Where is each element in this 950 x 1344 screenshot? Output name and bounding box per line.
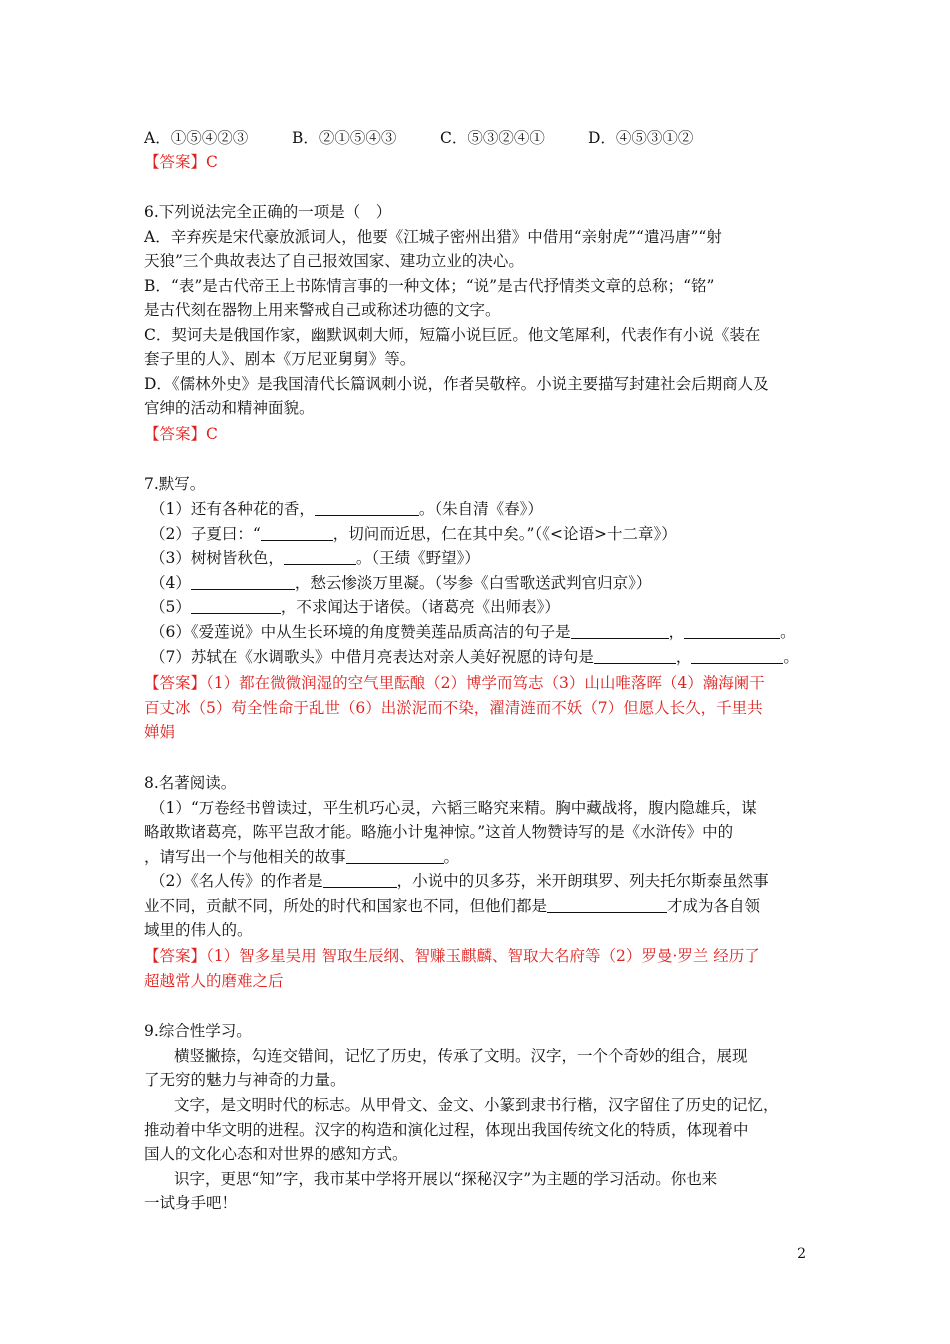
q6-answer <box>144 422 218 446</box>
q7-item-5-text: （5） <box>150 598 191 616</box>
q8-part1-prompt: ，请写出一个与他相关的故事 <box>144 848 346 866</box>
q5-answer <box>144 150 218 174</box>
answer-tag: 【答案】 <box>144 674 207 692</box>
period: 。 <box>783 648 799 666</box>
q7-item-3-text: （3）树树皆秋色， <box>150 549 284 567</box>
q7-item-2-source: ，切问而近思，仁在其中矣。”（《<论语>十二章》） <box>332 525 677 543</box>
comma: ， <box>675 648 692 666</box>
q6-line: 官绅的活动和精神面貌。 <box>144 399 315 417</box>
q9-paragraph: 推动着中华文明的进程。汉字的构造和演化过程，体现出我国传统文化的特质，体现着中 <box>144 1121 749 1139</box>
q7-item-4-source: ，愁云惨淡万里凝。（岑参《白雪歌送武判官归京》） <box>294 574 652 592</box>
q8-part1-line: （1）“万卷经书曾读过，平生机巧心灵，六韬三略究来精。胸中藏战将，腹内隐雄兵，谋 <box>150 799 757 817</box>
q5-option-d: D．④⑤③①② <box>588 129 694 147</box>
q8-part1-line: 略敢欺诸葛亮，陈平岂敌才能。略施小计鬼神惊。”这首人物赞诗写的是《水浒传》中的 <box>144 823 734 841</box>
q5-option-a: A．①⑤④②③ <box>144 129 249 147</box>
q5-options <box>144 126 693 150</box>
fill-blank <box>191 573 295 590</box>
q7-item-6-text: （6）《爱莲说》中从生长环境的角度赞美莲品质高洁的句子是 <box>150 623 571 641</box>
q7-answer <box>144 671 765 695</box>
fill-blank <box>346 847 444 864</box>
period: 。 <box>780 623 796 641</box>
fill-blank <box>684 622 780 639</box>
q7-item-4 <box>150 571 651 595</box>
q7-item-1 <box>150 497 543 521</box>
q9-paragraph: 一试身手吧！ <box>144 1194 238 1212</box>
answer-tag: 【答案】 <box>144 947 207 965</box>
q9-stem: 9.综合性学习。 <box>144 1022 252 1040</box>
fill-blank <box>547 896 667 913</box>
q8-part2-line <box>150 869 769 893</box>
q7-item-2 <box>150 522 677 546</box>
q6-line: 套子里的人》、剧本《万尼亚舅舅》等。 <box>144 350 416 368</box>
q7-item-7-text: （7）苏轼在《水调歌头》中借月亮表达对亲人美好祝愿的诗句是 <box>150 648 594 666</box>
fill-blank <box>261 524 333 541</box>
q8-answer-text: （1）智多星吴用 智取生辰纲、智赚玉麒麟、智取大名府等（2）罗曼·罗兰 经历了 <box>206 947 760 965</box>
fill-blank <box>571 622 669 639</box>
fill-blank <box>594 647 676 664</box>
q9-paragraph: 识字，更思“知”字，我市某中学将开展以“探秘汉字”为主题的学习活动。你也来 <box>174 1170 718 1188</box>
q9-paragraph: 横竖撇捺，勾连交错间，记忆了历史，传承了文明。汉字，一个个奇妙的组合，展现 <box>174 1047 748 1065</box>
q8-part2-text: 才成为各自领 <box>667 897 761 915</box>
fill-blank <box>284 548 356 565</box>
q7-stem: 7.默写。 <box>144 475 206 493</box>
q7-item-6 <box>150 620 796 644</box>
period: 。 <box>443 848 460 866</box>
q6-line: A．辛弃疾是宋代豪放派词人，他要《江城子密州出猎》中借用“亲射虎”“遣冯唐”“射 <box>144 228 722 246</box>
q8-stem: 8.名著阅读。 <box>144 774 237 792</box>
q7-item-7 <box>150 645 799 669</box>
q7-item-3 <box>150 546 480 570</box>
q6-line: B．“表”是古代帝王上书陈情言事的一种文体；“说”是古代抒情类文章的总称；“铭” <box>144 277 715 295</box>
q7-item-1-source: 。（朱自清《春》） <box>418 500 543 518</box>
q9-paragraph: 了无穷的魅力与神奇的力量。 <box>144 1071 346 1089</box>
q7-item-5 <box>150 595 560 619</box>
q8-answer-line: 超越常人的磨难之后 <box>144 972 284 990</box>
q7-item-4-text: （4） <box>150 574 191 592</box>
q7-item-2-text: （2）子夏曰：“ <box>150 525 261 543</box>
fill-blank <box>191 597 281 614</box>
comma: ， <box>668 623 685 641</box>
fill-blank <box>323 871 397 888</box>
q6-stem: 6.下列说法完全正确的一项是（ ） <box>144 203 392 221</box>
q7-answer-line: 婵娟 <box>144 723 176 741</box>
q5-option-b: B．②①⑤④③ <box>292 129 397 147</box>
q6-line: 是古代刻在器物上用来警戒自己或称述功德的文字。 <box>144 301 501 319</box>
page-number: 2 <box>797 1246 806 1262</box>
q8-answer <box>144 944 760 968</box>
q7-item-3-source: 。（王绩《野望》） <box>355 549 480 567</box>
q6-answer-value: C <box>206 425 218 443</box>
q8-part2-line: 域里的伟人的。 <box>144 921 253 939</box>
answer-tag: 【答案】 <box>144 425 207 443</box>
q8-part2-text: ，小说中的贝多芬，米开朗琪罗、列夫托尔斯泰虽然事 <box>396 872 769 890</box>
q6-line: C．契诃夫是俄国作家，幽默讽刺大师，短篇小说巨匠。他文笔犀利，代表作有小说《装在 <box>144 326 761 344</box>
q5-option-c: C．⑤③②④① <box>440 129 545 147</box>
q5-answer-value: C <box>206 153 218 171</box>
q8-part2-line <box>144 894 760 918</box>
answer-tag: 【答案】 <box>144 153 207 171</box>
q6-line: 天狼”三个典故表达了自己报效国家、建功立业的决心。 <box>144 252 524 270</box>
q8-part1-line <box>144 845 459 869</box>
q9-paragraph: 国人的文化心态和对世界的感知方式。 <box>144 1145 408 1163</box>
q7-answer-line: 百丈冰（5）苟全性命于乱世（6）出淤泥而不染，濯清涟而不妖（7）但愿人长久，千里共 <box>144 699 763 717</box>
q8-part2-prompt: （2）《名人传》的作者是 <box>150 872 323 890</box>
q8-part2-text: 业不同，贡献不同，所处的时代和国家也不同，但他们都是 <box>144 897 548 915</box>
q7-item-1-text: （1）还有各种花的香， <box>150 500 315 518</box>
fill-blank <box>691 647 783 664</box>
q7-item-5-source: ，不求闻达于诸侯。（诸葛亮《出师表》） <box>280 598 560 616</box>
fill-blank <box>315 499 419 516</box>
q7-answer-text: （1）都在微微润湿的空气里酝酿（2）博学而笃志（3）山山唯落晖（4）瀚海阑干 <box>206 674 765 692</box>
q6-line: D．《儒林外史》是我国清代长篇讽刺小说，作者吴敬梓。小说主要描写封建社会后期商人及 <box>144 375 769 393</box>
q9-paragraph: 文字，是文明时代的标志。从甲骨文、金文、小篆到隶书行楷，汉字留住了历史的记忆， <box>174 1096 779 1114</box>
